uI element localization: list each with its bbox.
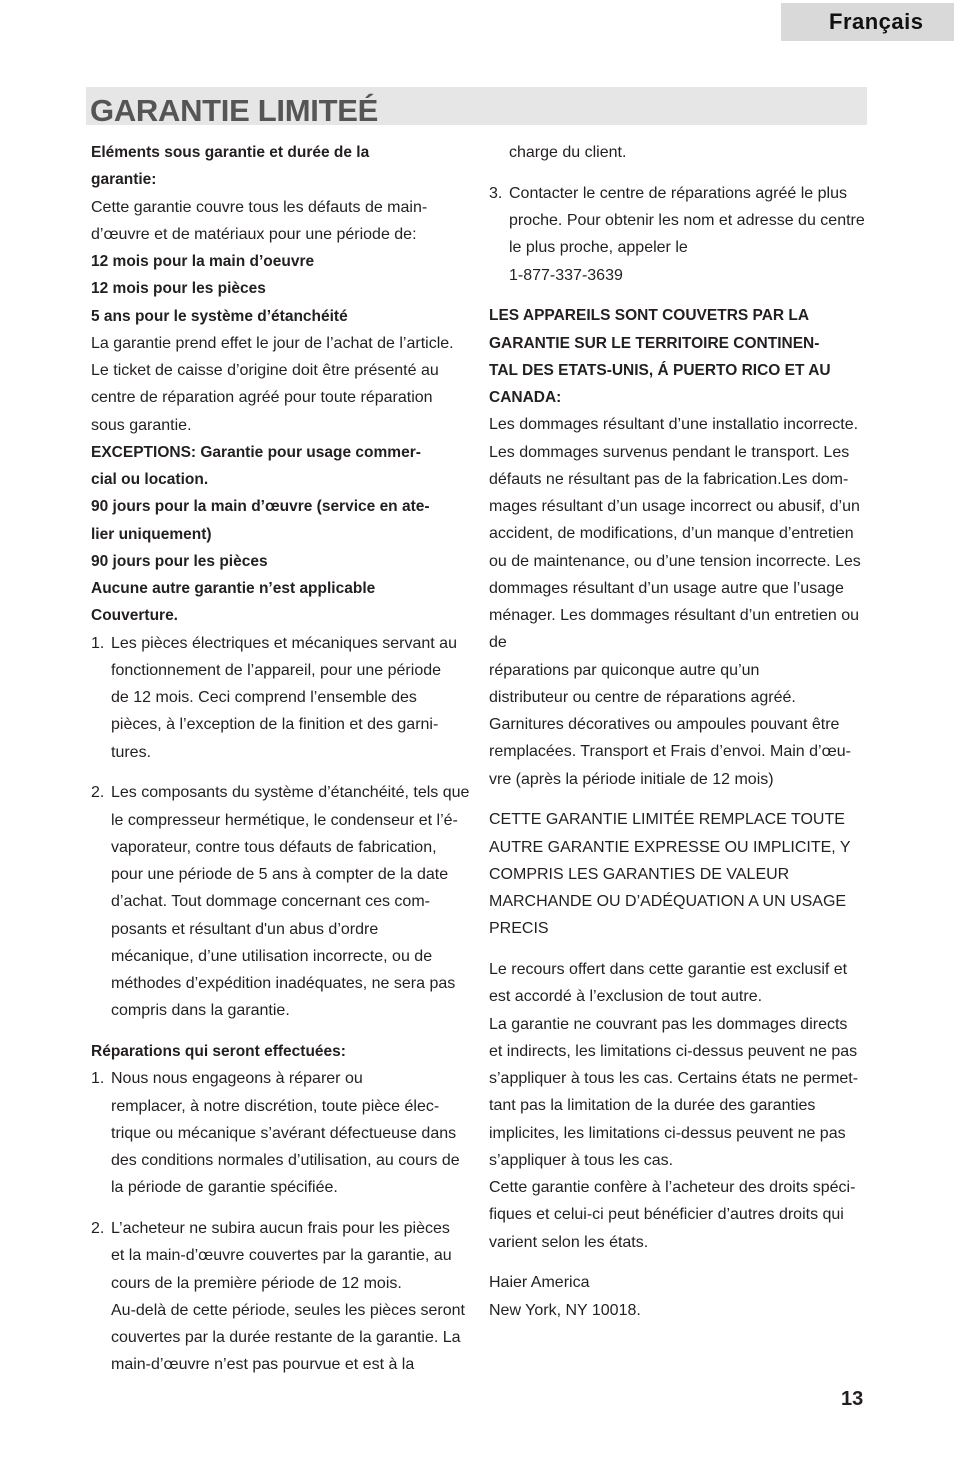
- list-line: proche. Pour obtenir les nom et adresse du centre: [509, 212, 865, 229]
- coverage-label: Couverture.: [91, 607, 178, 625]
- coverage-item-1: [91, 630, 476, 766]
- no-other-warranty: Aucune autre garantie n’est applicable: [91, 580, 376, 597]
- disclaimer-line: MARCHANDE OU D’ADÉQUATION A UN USAGE: [489, 893, 847, 910]
- list-line: cours de la première période de 12 mois.: [111, 1274, 402, 1292]
- sealed-system-period: 5 ans pour le système d’étanchéité: [91, 307, 348, 325]
- list-line: des conditions normales d’utilisation, au cours de: [111, 1152, 460, 1169]
- list-number: 2.: [91, 784, 105, 802]
- remedy-line: est accordé à l’exclusion de tout autre.: [489, 988, 763, 1006]
- list-number: 1.: [91, 634, 105, 652]
- list-line: charge du client.: [509, 144, 627, 161]
- list-line: Les composants du système d’étanchéité, tels que: [111, 784, 470, 802]
- repair-item-1: [91, 1065, 476, 1201]
- exclusion-line: Les dommages survenus pendant le transport. Les: [489, 443, 850, 461]
- coverage-heading-cont: garantie:: [91, 171, 157, 189]
- list-line: Contacter le centre de réparations agréé le plus: [509, 184, 847, 202]
- territory-heading: GARANTIE SUR LE TERRITOIRE CONTINEN-: [489, 334, 820, 352]
- exclusion-line: Garnitures décoratives ou ampoules pouvant être: [489, 716, 840, 733]
- exclusion-line: remplacées. Transport et Frais d’envoi. Main d’œu-: [489, 743, 851, 761]
- exception-labor: 90 jours pour la main d’œuvre (service en ate-: [91, 498, 430, 516]
- exclusion-line: distributeur ou centre de réparations agréé.: [489, 688, 796, 706]
- remedy-line: Cette garantie confère à l’acheteur des droits spéci-: [489, 1179, 856, 1196]
- exception-parts: 90 jours pour les pièces: [91, 552, 268, 570]
- remedy-line: tant pas la limitation de la durée des garanties: [489, 1097, 816, 1115]
- exceptions-heading: EXCEPTIONS: Garantie pour usage commer-: [91, 443, 421, 461]
- territory-heading: LES APPAREILS SONT COUVETRS PAR LA: [489, 307, 810, 325]
- list-line: Nous nous engageons à réparer ou: [111, 1070, 363, 1088]
- list-line: vaporateur, contre tous défauts de fabrication,: [111, 838, 437, 856]
- repair-item-2: [91, 1215, 476, 1379]
- text-line: Cette garantie couvre tous les défauts de main-: [91, 198, 428, 216]
- remedy-line: Le recours offert dans cette garantie est exclusif et: [489, 961, 848, 978]
- exclusion-line: dommages résultant d’un usage autre que l’usage: [489, 579, 844, 597]
- text-line: sous garantie.: [91, 416, 192, 434]
- exclusion-line: ou de maintenance, ou d’une tension incorrecte. Les: [489, 552, 861, 570]
- remedy-line: et indirects, les limitations ci-dessus peuvent ne pas: [489, 1042, 858, 1060]
- territory-heading: TAL DES ETATS-UNIS, Á PUERTO RICO ET AU: [489, 361, 831, 379]
- territory-heading: CANADA:: [489, 389, 562, 406]
- list-line: méthodes d’expédition inadéquates, ne sera pas: [111, 975, 456, 992]
- text-line: d’œuvre et de matériaux pour une période de:: [91, 225, 417, 243]
- list-line: pour une période de 5 ans à compter de la date: [111, 866, 449, 883]
- exceptions-heading-cont: cial ou location.: [91, 471, 209, 488]
- list-line: pièces, à l’exception de la finition et des garni-: [111, 716, 439, 734]
- list-line: tures.: [111, 743, 152, 761]
- right-column: [489, 139, 874, 1324]
- disclaimer-line: AUTRE GARANTIE EXPRESSE OU IMPLICITE, Y: [489, 838, 851, 856]
- list-line: d’achat. Tout dommage concernant ces com-: [111, 893, 430, 911]
- remedy-line: fiques et celui-ci peut bénéficier d’autres droits qui: [489, 1206, 844, 1224]
- disclaimer-line: CETTE GARANTIE LIMITÉE REMPLACE TOUTE: [489, 811, 845, 829]
- list-number: 3.: [489, 184, 503, 202]
- exclusion-line: ménager. Les dommages résultant d’un entretien ou: [489, 607, 860, 624]
- exclusion-line: accident, de modifications, d’un manque d’entretien: [489, 525, 854, 543]
- list-number: 2.: [91, 1220, 105, 1237]
- remedy-line: s’appliquer à tous les cas.: [489, 1151, 674, 1169]
- list-line: posants et résultant d'un abus d’ordre: [111, 920, 379, 938]
- parts-period: 12 mois pour les pièces: [91, 280, 266, 298]
- left-column: [91, 139, 476, 1379]
- repairs-heading: Réparations qui seront effectuées:: [91, 1043, 346, 1060]
- list-line: fonctionnement de l’appareil, pour une période: [111, 661, 442, 679]
- coverage-item-2: [91, 779, 476, 1024]
- phone-number: 1-877-337-3639: [509, 266, 623, 284]
- repair-item-3: [489, 180, 874, 289]
- remedy-line: La garantie ne couvrant pas les dommages directs: [489, 1015, 848, 1033]
- list-line: Les pièces électriques et mécaniques servant au: [111, 634, 457, 652]
- text-line: La garantie prend effet le jour de l’achat de l’article.: [91, 334, 454, 352]
- page-number: 13: [841, 1388, 864, 1410]
- page-title: GARANTIE LIMITEÉ: [90, 93, 378, 128]
- labor-period: 12 mois pour la main d’oeuvre: [91, 253, 315, 270]
- list-line: main-d’œuvre n’est pas pourvue et est à la: [111, 1356, 415, 1374]
- list-line: et la main-d’œuvre couvertes par la garantie, au: [111, 1247, 452, 1265]
- exclusion-line: mages résultant d’un usage incorrect ou abusif, d’un: [489, 498, 860, 515]
- list-number: 1.: [91, 1070, 105, 1088]
- list-line: de 12 mois. Ceci comprend l’ensemble des: [111, 689, 417, 706]
- text-line: centre de réparation agréé pour toute réparation: [91, 389, 433, 407]
- list-line: Au-delà de cette période, seules les pièces seront: [111, 1301, 465, 1319]
- disclaimer-line: COMPRIS LES GARANTIES DE VALEUR: [489, 865, 790, 883]
- list-line: le plus proche, appeler le: [509, 239, 688, 257]
- exclusion-line: défauts ne résultant pas de la fabrication.Les dom-: [489, 470, 849, 488]
- disclaimer-line: PRECIS: [489, 920, 549, 938]
- exclusion-line: vre (après la période initiale de 12 mois): [489, 770, 774, 788]
- language-tab: Français: [781, 3, 954, 41]
- list-line: trique ou mécanique s’avérant défectueuse dans: [111, 1124, 457, 1142]
- text-line: Le ticket de caisse d’origine doit être présenté au: [91, 362, 439, 379]
- remedy-line: implicites, les limitations ci-dessus peuvent ne pas: [489, 1124, 846, 1142]
- exclusion-line: réparations par quiconque autre qu’un: [489, 661, 760, 679]
- exception-labor-cont: lier uniquement): [91, 525, 212, 543]
- list-line: la période de garantie spécifiée.: [111, 1179, 338, 1197]
- company-address: New York, NY 10018.: [489, 1301, 641, 1319]
- coverage-heading: Eléments sous garantie et durée de la: [91, 144, 370, 161]
- company-name: Haier America: [489, 1274, 590, 1292]
- list-line: L’acheteur ne subira aucun frais pour les pièces: [111, 1220, 450, 1237]
- list-line: mécanique, d’une utilisation incorrecte, ou de: [111, 947, 433, 965]
- list-line: compris dans la garantie.: [111, 1002, 290, 1020]
- exclusion-line: Les dommages résultant d’une installatio incorrecte.: [489, 416, 859, 434]
- exclusion-line: de: [489, 634, 507, 652]
- list-line: le compresseur hermétique, le condenseur et l’é-: [111, 811, 458, 829]
- remedy-line: varient selon les états.: [489, 1233, 649, 1251]
- remedy-line: s’appliquer à tous les cas. Certains états ne permet-: [489, 1070, 859, 1087]
- list-line: remplacer, à notre discrétion, toute pièce élec-: [111, 1097, 440, 1115]
- list-line: couvertes par la durée restante de la garantie. La: [111, 1329, 461, 1346]
